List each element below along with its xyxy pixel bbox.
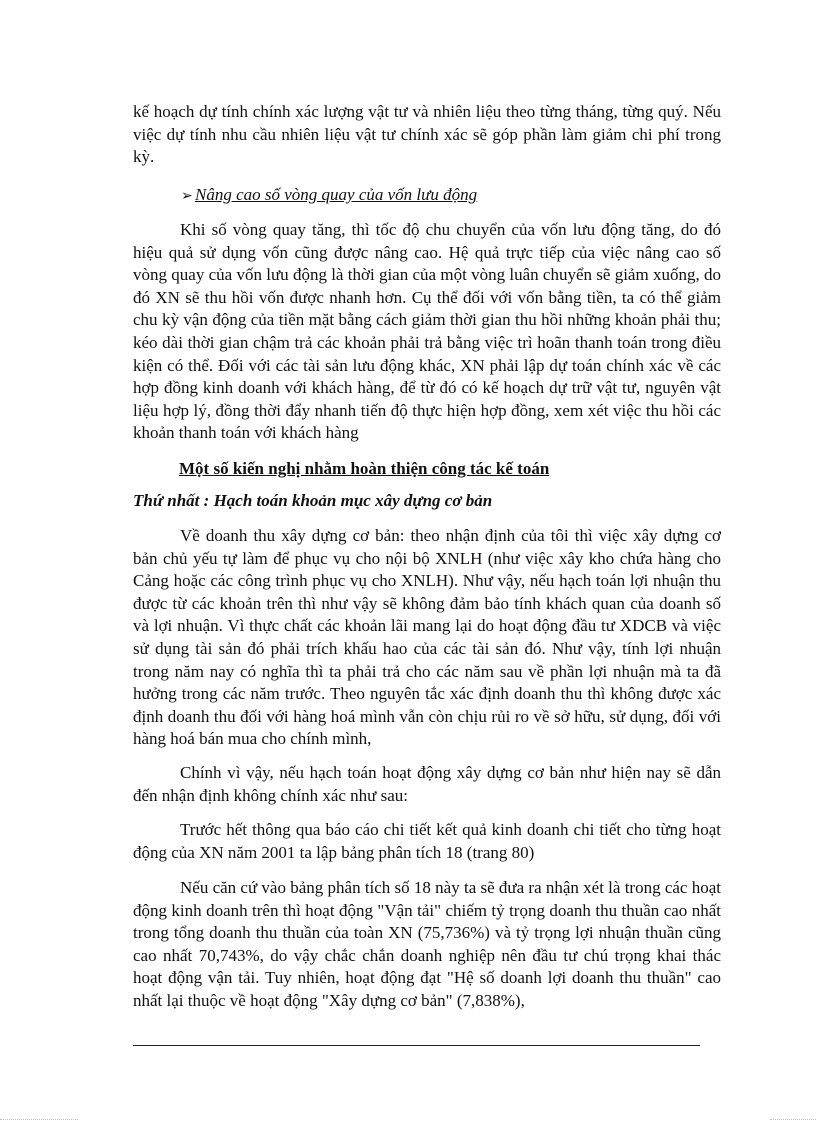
bullet-heading-text: Nâng cao số vòng quay của vốn lưu động: [195, 185, 478, 204]
margin-mark-right: [770, 1119, 816, 1120]
section-subtitle: Thứ nhất : Hạch toán khoản mục xây dựng cơ bản: [133, 491, 493, 510]
section-title: Một số kiến nghị nhằm hoàn thiện công tác kế toán: [179, 459, 550, 478]
footer-divider: [133, 1045, 700, 1046]
margin-mark-left: [0, 1119, 78, 1120]
paragraph-consequence: Chính vì vậy, nếu hạch toán hoạt động xây dựng cơ bản như hiện nay sẽ dẫn đến nhận định không chính xác như sau:: [133, 763, 721, 805]
paragraph-analysis: Nếu căn cứ vào bảng phân tích số 18 này ta sẽ đưa ra nhận xét là trong các hoạt động kinh doanh trên thì hoạt động "Vận tải" chiếm tỷ trọng doanh thu thuần cao nhất trong tổng doanh thu thuần của toàn XN (75,736%) và tỷ trọng lợi nhuận thuần cũng cao nhất 70,743%, do vậy chắc chắn doanh nghiệp nên đầu tư chú trọng khai thác hoạt động vận tải. Tuy nhiên, hoạt động đạt "Hệ số doanh lợi doanh thu thuần" cao nhất lại thuộc về hoạt động "Xây dựng cơ bản" (7,838%),: [133, 878, 721, 1010]
bullet-heading: [181, 183, 477, 209]
paragraph-report: Trước hết thông qua báo cáo chi tiết kết quả kinh doanh chi tiết cho từng hoạt động của XN năm 2001 ta lập bảng phân tích 18 (trang 80): [133, 820, 721, 862]
paragraph-planning: kế hoạch dự tính chính xác lượng vật tư và nhiên liệu theo từng tháng, từng quý. Nếu việc dự tính nhu cầu nhiên liệu vật tư chính xác sẽ góp phần làm giảm chi phí trong kỳ.: [133, 102, 721, 167]
arrow-bullet-icon: ➢: [181, 189, 193, 204]
paragraph-construction-revenue: Về doanh thu xây dựng cơ bản: theo nhận định của tôi thì việc xây dựng cơ bản chủ yếu tự làm để phục vụ cho nội bộ XNLH (như việc xây kho chứa hàng cho Cảng hoặc các công trình phục vụ cho XNLH). Như vậy, nếu hạch toán lợi nhuận thu được từ các khoản trên thì như vậy sẽ không đảm bảo tính khách quan của doanh số và lợi nhuận. Vì thực chất các khoản lãi mang lại do hoạt động đầu tư XDCB và việc sử dụng tài sản đó phải trích khấu hao của các tài sản đó. Như vậy, tính lợi nhuận trong năm nay có nghĩa thì ta phải trả cho các năm sau về phần lợi nhuận mà ta đã hưởng trong các năm trước. Theo nguyên tắc xác định doanh thu thì không được xác định doanh thu đối với hàng hoá mình vẫn còn chịu rủi ro về sở hữu, sử dụng, đối với hàng hoá bán mua cho chính mình,: [133, 526, 721, 749]
paragraph-turnover: Khi số vòng quay tăng, thì tốc độ chu chuyển của vốn lưu động tăng, do đó hiệu quả sử dụng vốn cũng được nâng cao. Hệ quả trực tiếp của việc nâng cao số vòng quay của vốn lưu động là thời gian của một vòng luân chuyển sẽ giảm xuống, do đó XN sẽ thu hồi vốn được nhanh hơn. Cụ thể đối với vốn bằng tiền, ta có thể giảm chu kỳ vận động của tiền mặt bằng cách giảm thời gian thu hồi những khoản phải thu; kéo dài thời gian chậm trả các khoản phải trả bằng việc trì hoãn thanh toán trong điều kiện có thể. Đối với các tài sản lưu động khác, XN phải lập dự toán chính xác về các hợp đồng kinh doanh với khách hàng, để từ đó có kế hoạch dự trữ vật tư, nguyên vật liệu hợp lý, đồng thời đẩy nhanh tiến độ thực hiện hợp đồng, xem xét việc thu hồi các khoản thanh toán với khách hàng: [133, 220, 721, 443]
